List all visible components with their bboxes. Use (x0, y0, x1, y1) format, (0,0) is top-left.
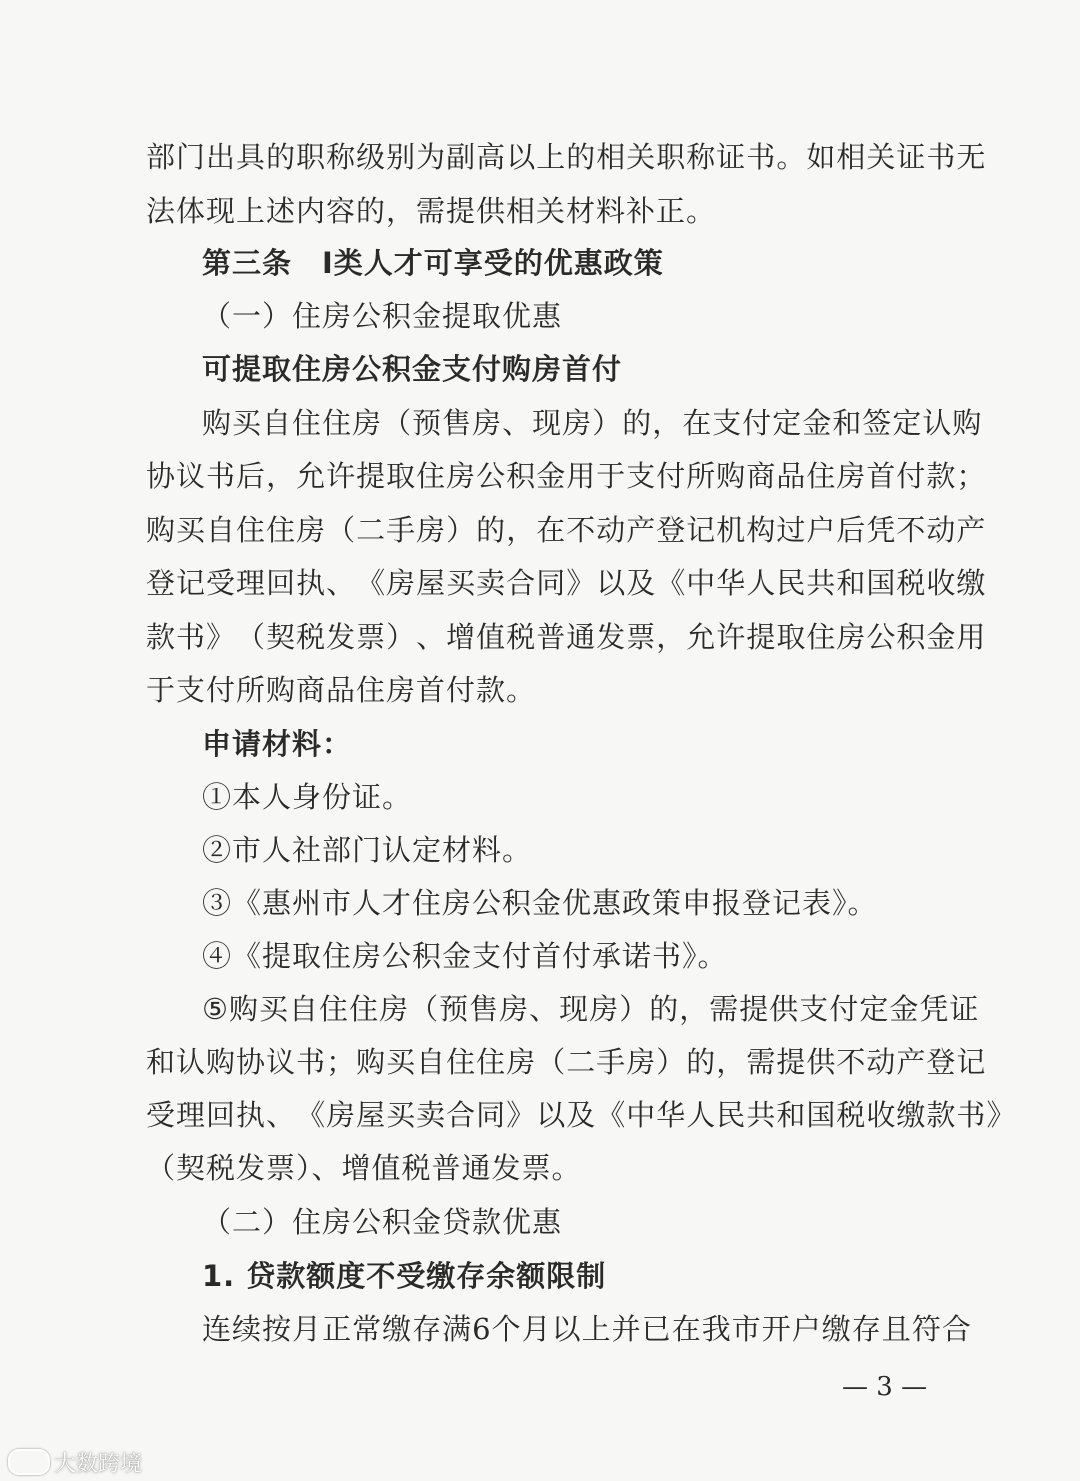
body-line: 登 记 受 理 回 执 、 《 房 屋 买 卖 合 同 》 以 及 《 中 华 人 民 共 和 国 税 收 缴 (146, 566, 987, 600)
section-heading: （二）住房公积金贷款优惠 (202, 1205, 563, 1239)
section-heading: （一）住房公积金提取优惠 (202, 299, 563, 333)
subsection-heading: 可提取住房公积金支付购房首付 (202, 352, 623, 386)
list-item: ③《惠州市人才住房公积金优惠政策申报登记表》。 (202, 886, 878, 920)
materials-heading: 申请材料： (202, 727, 353, 761)
article-heading: 第三条 Ⅰ类人才可享受的优惠政策 (202, 246, 664, 280)
body-line: 购 买 自 住 住 房 （ 二 手 房 ） 的 ， 在 不 动 产 登 记 机 构 过 户 后 凭 不 动 产 (146, 513, 987, 547)
body-line: 协 议 书 后 ， 允 许 提 取 住 房 公 积 金 用 于 支 付 所 购 商 品 住 房 首 付 款 ； (146, 459, 987, 493)
body-line: 购 买 自 住 住 房 （ 预 售 房 、 现 房 ） 的 ， 在 支 付 定 金 和 签 定 认 购 (202, 406, 983, 440)
watermark-logo-icon (8, 1449, 50, 1475)
body-line: 连 续 按 月 正 常 缴 存 满 6 个 月 以 上 并 已 在 我 市 开 户 缴 存 且 符 合 (202, 1312, 972, 1346)
watermark-text: 大数跨境 (54, 1452, 143, 1477)
list-item: ②市人社部门认定材料。 (202, 833, 533, 867)
body-line: （契税发票）、增值税普通发票。 (146, 1151, 582, 1185)
body-line: 部 门 出 具 的 职 称 级 别 为 副 高 以 上 的 相 关 职 称 证 书 。 如 相 关 证 书 无 (146, 140, 987, 174)
body-line: 法体现上述内容的，需提供相关材料补正。 (146, 194, 717, 228)
list-item: ④《提取住房公积金支付首付承诺书》。 (202, 939, 728, 973)
body-line: 于支付所购商品住房首付款。 (146, 673, 537, 707)
body-line: 受 理 回 执 、 《 房 屋 买 卖 合 同 》 以 及 《 中 华 人 民 共 和 国 税 收 缴 款 书 》 (146, 1098, 1017, 1132)
page-number: — 3 — (842, 1372, 928, 1402)
list-item: ①本人身份证。 (202, 780, 413, 814)
body-line: 和 认 购 协 议 书 ； 购 买 自 住 住 房 （ 二 手 房 ） 的 ， 需 提 供 不 动 产 登 记 (146, 1045, 987, 1079)
body-line: 款 书 》 （ 契 税 发 票 ） 、 增 值 税 普 通 发 票 ， 允 许 提 取 住 房 公 积 金 用 (146, 620, 987, 654)
list-item: ⑤ 购 买 自 住 住 房 （ 预 售 房 、 现 房 ） 的 ， 需 提 供 支 付 定 金 凭 证 (202, 992, 980, 1026)
watermark (8, 1447, 142, 1478)
subsection-heading: 1. 贷款额度不受缴存余额限制 (202, 1259, 607, 1293)
